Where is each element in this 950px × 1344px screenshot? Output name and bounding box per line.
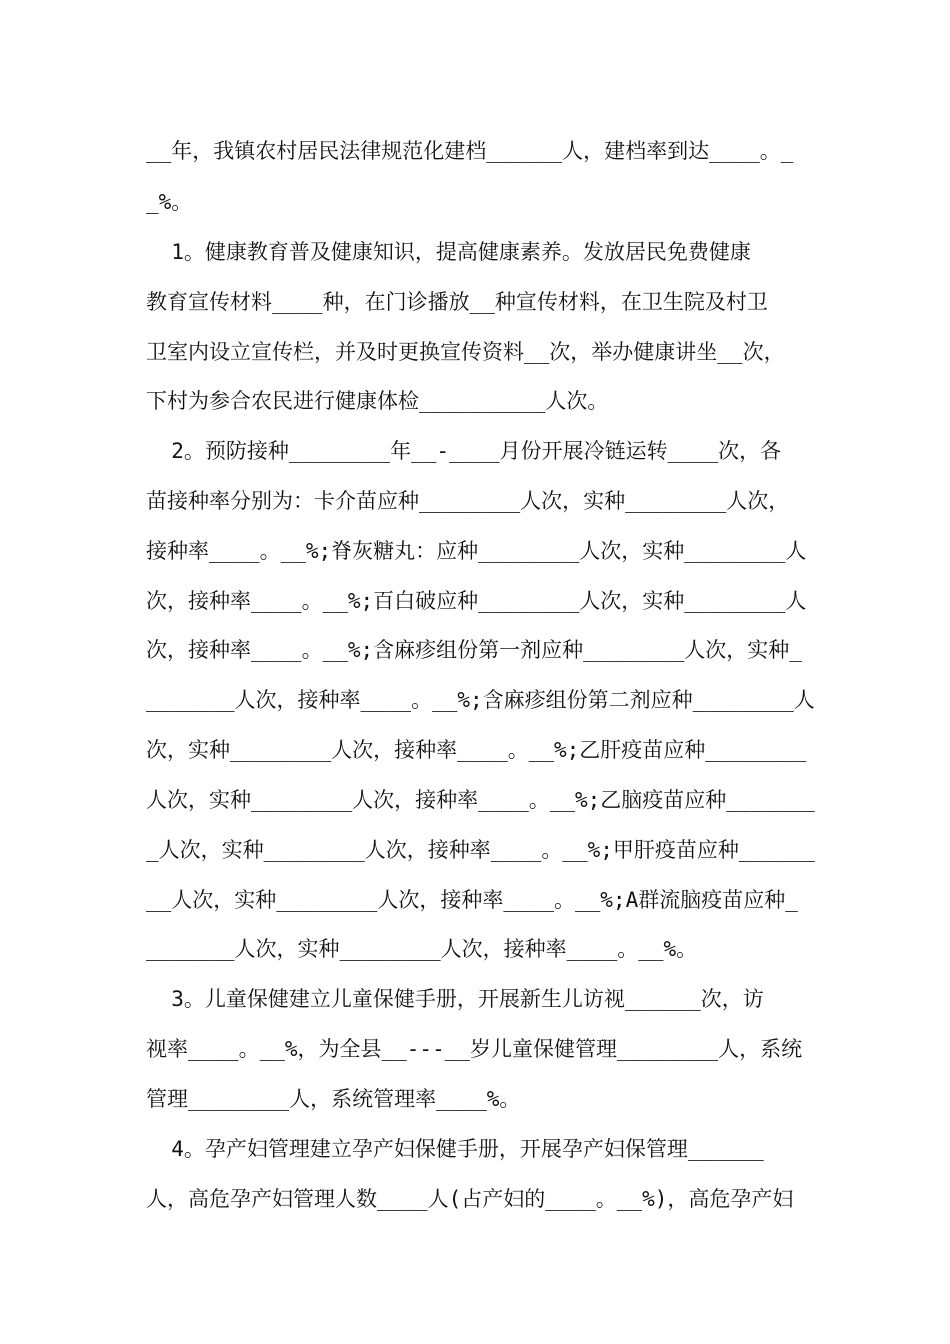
text-line: 次，接种率____。__%;含麻疹组份第一剂应种________人次，实种_ (146, 638, 802, 662)
text-line: _%。 (146, 190, 193, 214)
text-line: __人次，实种________人次，接种率____。__%;A群流脑疫苗应种_ (146, 888, 798, 912)
text-line: 人，高危孕产妇管理人数____人(占产妇的____。__%)，高危孕产妇 (146, 1187, 794, 1211)
text-line: 视率____。__%，为全县__---__岁儿童保健管理________人，系统 (146, 1037, 803, 1061)
text-line: 人次，实种________人次，接种率____。__%;乙脑疫苗应种_______ (146, 788, 815, 812)
text-line: 次，实种________人次，接种率____。__%;乙肝疫苗应种________ (146, 738, 807, 762)
text-line: 下村为参合农民进行健康体检__________人次。 (146, 389, 609, 413)
text-line: 1。健康教育普及健康知识，提高健康素养。发放居民免费健康 (146, 240, 751, 264)
text-line: 4。孕产妇管理建立孕产妇保健手册，开展孕产妇保管理______ (146, 1137, 764, 1161)
text-line: 3。儿童保健建立儿童保健手册，开展新生儿访视______次，访 (146, 987, 764, 1011)
text-line: __年，我镇农村居民法律规范化建档______人，建档率到达____。_ (146, 139, 794, 163)
text-line: 2。预防接种________年__-____月份开展冷链运转____次，各 (146, 439, 782, 463)
text-line: _人次，实种________人次，接种率____。__%;甲肝疫苗应种______ (146, 838, 815, 862)
text-line: 卫室内设立宣传栏，并及时更换宣传资料__次，举办健康讲坐__次， (146, 340, 785, 364)
text-line: 教育宣传材料____种，在门诊播放__种宣传材料，在卫生院及村卫 (146, 290, 768, 314)
text-line: 接种率____。__%;脊灰糖丸：应种________人次，实种________人 (146, 539, 807, 563)
text-line: 次，接种率____。__%;百白破应种________人次，实种________人 (146, 589, 807, 613)
text-line: 苗接种率分别为：卡介苗应种________人次，实种________人次， (146, 489, 790, 513)
text-line: 管理________人，系统管理率____%。 (146, 1087, 521, 1111)
text-line: _______人次，实种________人次，接种率____。__%。 (146, 937, 698, 961)
text-line: _______人次，接种率____。__%;含麻疹组份第二剂应种________人 (146, 688, 815, 712)
